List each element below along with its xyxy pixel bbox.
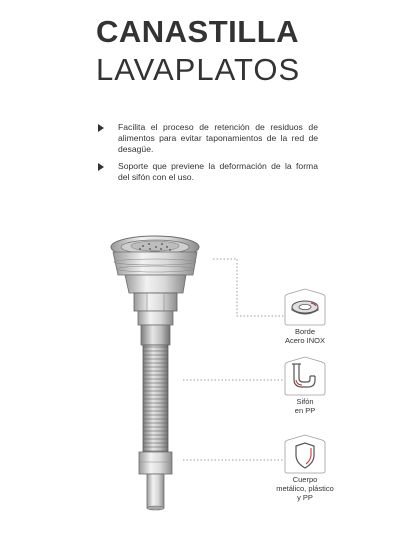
callout-rim-line2: Acero INOX <box>284 336 325 345</box>
shield-icon <box>282 433 328 475</box>
callout-rim <box>270 287 340 345</box>
callout-rim-line1: Borde <box>294 327 315 336</box>
callout-body-line1: Cuerpo <box>292 475 318 484</box>
callout-siphon-line1: Sifón <box>296 397 314 406</box>
product-subtitle: LAVAPLATOS <box>96 52 301 87</box>
product-title: CANASTILLA <box>96 14 300 49</box>
callout-siphon <box>270 355 340 415</box>
feature-text: Facilita el proceso de retención de residuos de alimentos para evitar taponamientos de la red de desagüe. <box>118 122 318 154</box>
callout-siphon-line2: en PP <box>294 406 316 415</box>
callout-body-line3: y PP <box>297 493 313 502</box>
callout-body <box>270 433 340 502</box>
feature-text: Soporte que previene la deformación de la forma del sifón con el uso. <box>118 161 318 182</box>
siphon-icon <box>282 355 328 397</box>
ring-washer-icon <box>282 287 328 327</box>
callout-body-line2: metálico, plástico <box>276 484 334 493</box>
